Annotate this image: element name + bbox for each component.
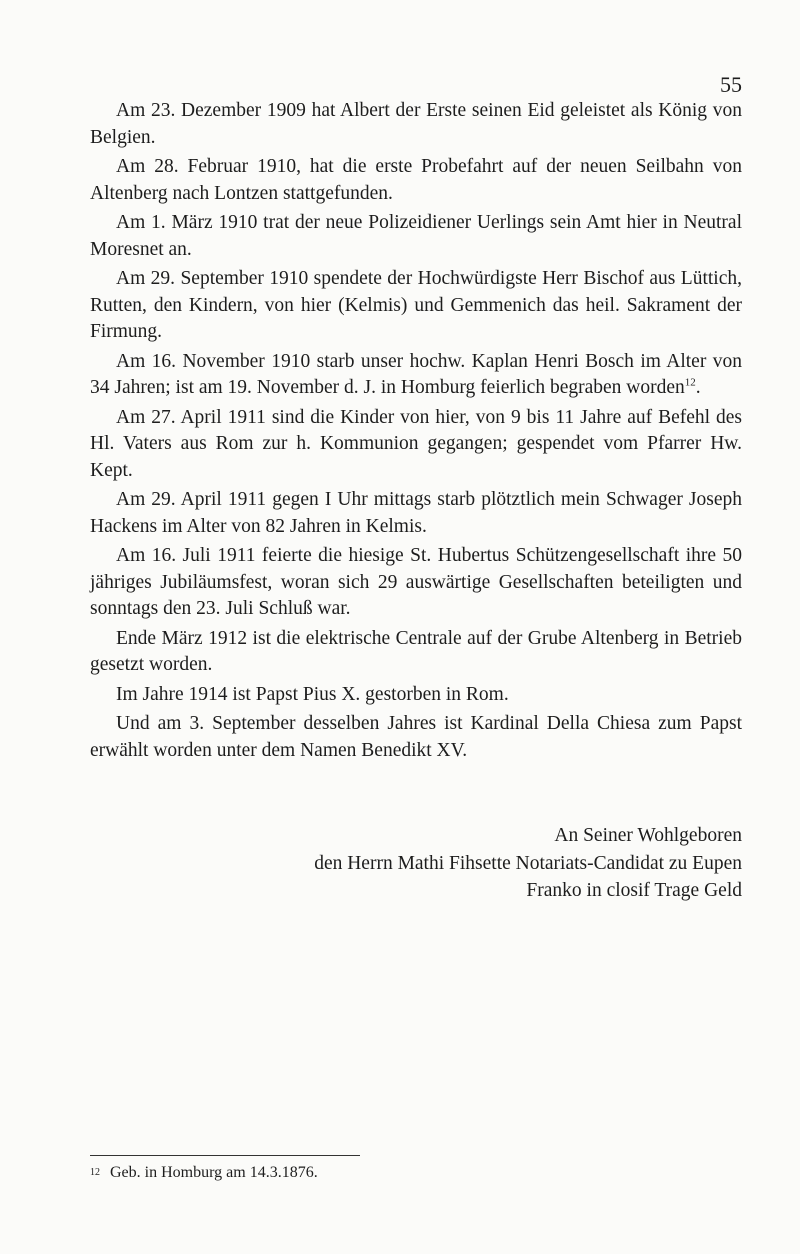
address-line: den Herrn Mathi Fihsette Notariats-Candidat zu Eupen xyxy=(314,852,742,874)
footnote-text: Geb. in Homburg am 14.3.1876. xyxy=(110,1164,318,1181)
footnote-reference: 12 xyxy=(684,376,696,389)
paragraph-text: Am 23. Dezember 1909 hat Albert der Erste seinen Eid geleistet als König von Belgien. xyxy=(90,100,742,148)
paragraph xyxy=(90,626,742,679)
paragraph xyxy=(90,543,742,623)
paragraph xyxy=(90,682,742,709)
paragraph xyxy=(90,711,742,764)
paragraph-text: Am 27. April 1911 sind die Kinder von hier, von 9 bis 11 Jahre auf Befehl des Hl. Vaters aus Rom zur h. Kommunion gegangen; gespendet vom Pfarrer Hw. Kept. xyxy=(90,406,742,481)
footnote-divider xyxy=(90,1155,360,1156)
body-text xyxy=(90,98,742,767)
paragraph-text: Am 16. November 1910 starb unser hochw. Kaplan Henri Bosch im Alter von 34 Jahren; ist am 19. November d. J. in Homburg feierlich begraben worden xyxy=(90,350,742,398)
page-number: 55 xyxy=(720,72,742,97)
paragraph xyxy=(90,266,742,346)
paragraph xyxy=(90,210,742,263)
paragraph-text: Im Jahre 1914 ist Papst Pius X. gestorben in Rom. xyxy=(116,683,509,705)
paragraph xyxy=(90,349,742,402)
footnote xyxy=(90,1163,318,1183)
paragraph-text: Am 29. September 1910 spendete der Hochwürdigste Herr Bischof aus Lüttich, Rutten, den Kindern, von hier (Kelmis) und Gemmenich das heil. Sakrament der Firmung. xyxy=(90,268,742,342)
paragraph-text: Am 1. März 1910 trat der neue Polizeidiener Uerlings sein Amt hier in Neutral Moresnet an. xyxy=(90,212,742,260)
paragraph-text: Ende März 1912 ist die elektrische Centrale auf der Grube Altenberg in Betrieb gesetzt worden. xyxy=(90,627,742,675)
address-line: An Seiner Wohlgeboren xyxy=(554,825,742,846)
paragraph xyxy=(90,154,742,207)
paragraph xyxy=(90,405,742,485)
address-block xyxy=(314,822,742,905)
address-line: Franko in closif Trage Geld xyxy=(526,880,742,901)
paragraph-text: Am 16. Juli 1911 feierte die hiesige St. Hubertus Schützengesellschaft ihre 50 jähriges Jubiläumsfest, woran sich 29 auswärtige Gesellschaften beteiligten und sonntags den 23. Juli Schluß war. xyxy=(90,545,742,619)
paragraph-text: Und am 3. September desselben Jahres ist Kardinal Della Chiesa zum Papst erwählt worden unter dem Namen Benedikt XV. xyxy=(90,713,742,761)
paragraph-text-end: . xyxy=(695,377,701,398)
footnote-number: 12 xyxy=(90,1167,100,1178)
paragraph xyxy=(90,487,742,540)
paragraph-text: Am 29. April 1911 gegen I Uhr mittags starb plötztlich mein Schwager Joseph Hackens im Alter von 82 Jahren in Kelmis. xyxy=(90,489,742,537)
paragraph-text: Am 28. Februar 1910, hat die erste Probefahrt auf der neuen Seilbahn von Altenberg nach Lontzen stattgefunden. xyxy=(90,156,742,204)
paragraph xyxy=(90,98,742,151)
